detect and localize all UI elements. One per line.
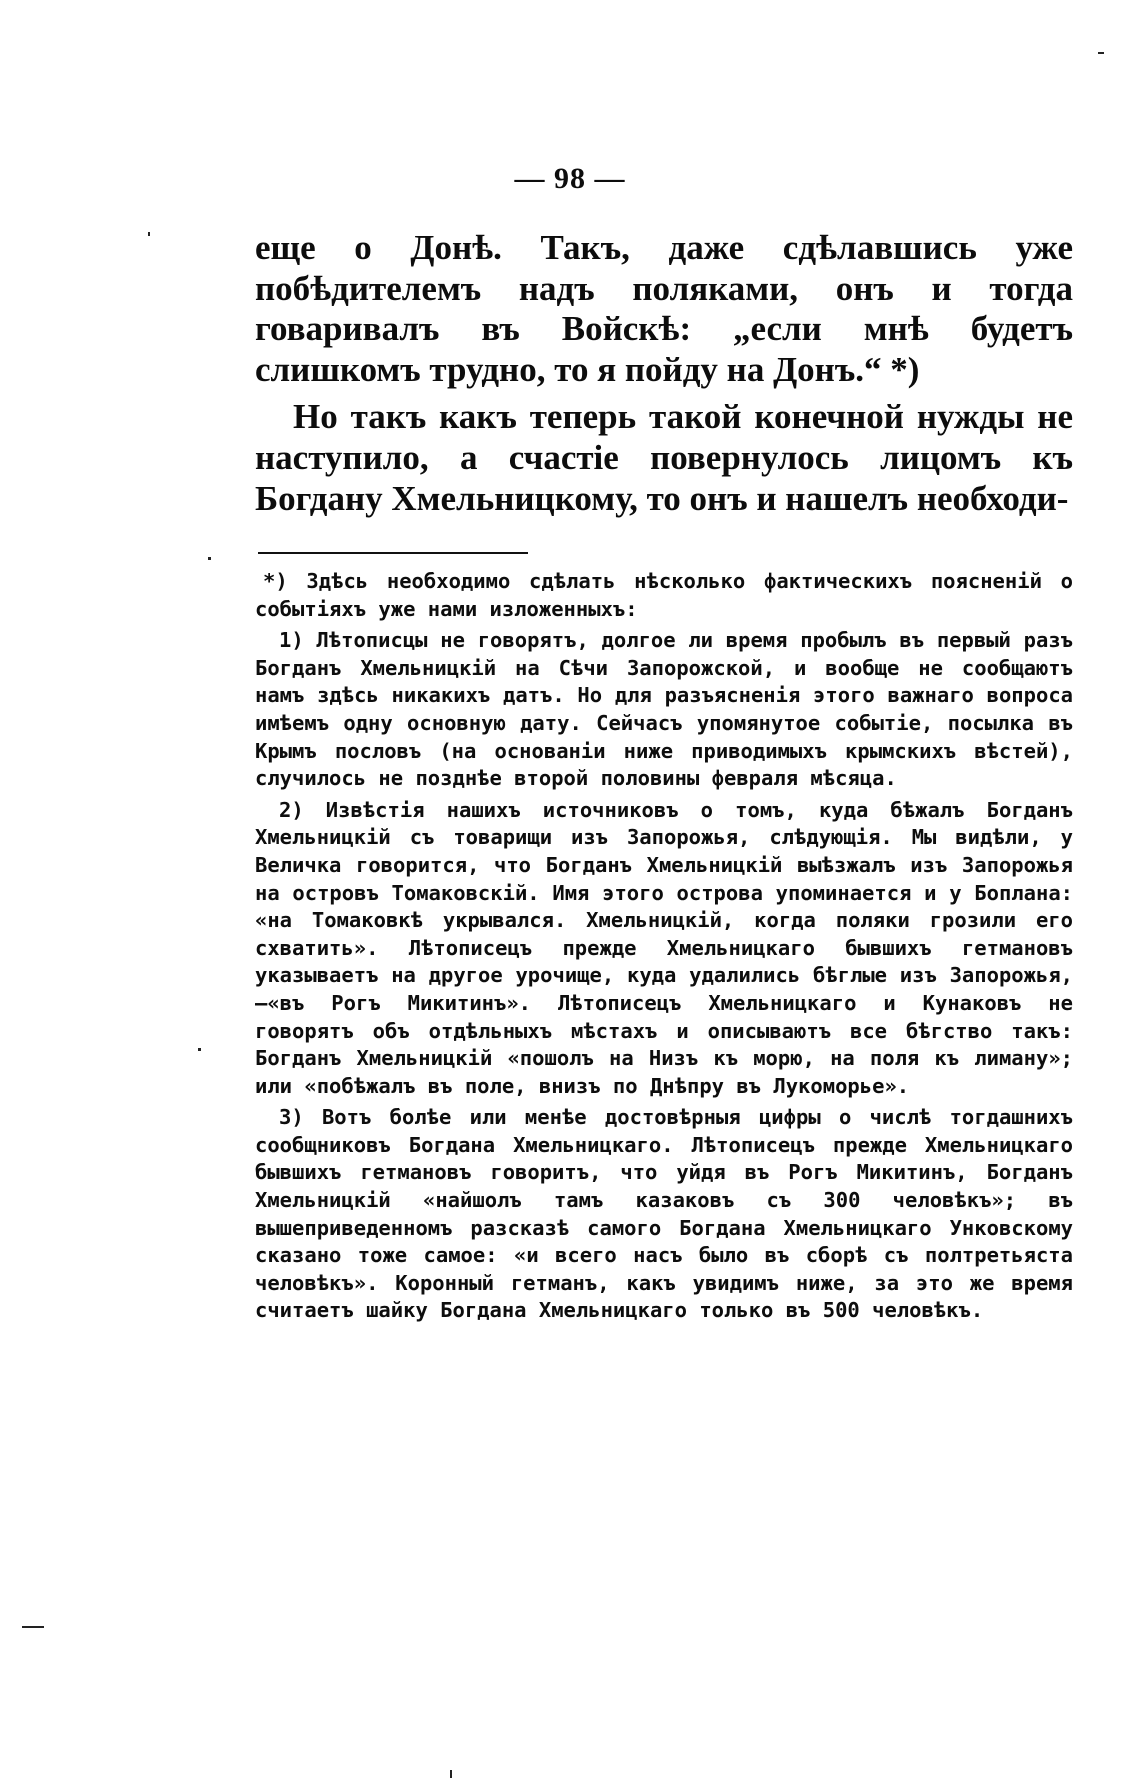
scan-speck bbox=[198, 1048, 201, 1051]
main-paragraph: Но такъ какъ теперь такой конечной нужды не наступило, а счастіе повернулось лицомъ къ Богдану Хмельницкому, то онъ и нашелъ необходи- bbox=[255, 397, 1073, 518]
footnote-intro: *) Здѣсь необходимо сдѣлать нѣсколько фактическихъ поясненій о событіяхъ уже нами изложенныхъ: bbox=[255, 569, 1073, 621]
footnote-divider bbox=[258, 552, 528, 554]
scan-speck bbox=[208, 557, 211, 560]
scan-speck bbox=[148, 232, 150, 236]
main-text bbox=[255, 228, 1073, 519]
footnote-item: 3) Вотъ болѣе или менѣе достовѣрныя цифры о числѣ тогдашнихъ сообщниковъ Богдана Хмельницкаго. Лѣтописецъ прежде Хмельницкаго бывшихъ гетмановъ говоритъ, что уйдя въ Рогъ Микитинъ, Богданъ Хмельницкій «найшолъ тамъ казаковъ съ 300 человѣкъ»; въ вышеприведенномъ разсказѣ самого Богдана Хмельницкаго Унковскому сказано тоже самое: «и всего насъ было въ сборѣ съ полтретьяста человѣкъ». Коронный гетманъ, какъ увидимъ ниже, за это же время считаетъ шайку Богдана Хмельницкаго только въ 500 человѣкъ. bbox=[255, 1105, 1073, 1323]
page-number: — 98 — bbox=[514, 162, 626, 195]
scan-speck bbox=[450, 1770, 452, 1778]
footnotes bbox=[255, 568, 1073, 1329]
footnote-item: 2) Извѣстія нашихъ источниковъ о томъ, куда бѣжалъ Богданъ Хмельницкій съ товарищи изъ Запорожья, слѣдующія. Мы видѣли, у Величка говорится, что Богданъ Хмельницкій выѣзжалъ изъ Запорожья на островъ Томаковскій. Имя этого острова упоминается и у Боплана: «на Томаковкѣ укрывался. Хмельницкій, когда поляки грозили его схватить». Лѣтописецъ прежде Хмельницкаго бывшихъ гетмановъ указываетъ на другое урочище, куда удалились бѣглые изъ Запорожья,—«въ Рогъ Микитинъ». Лѣтописецъ Хмельницкаго и Кунаковъ не говорятъ объ отдѣльныхъ мѣстахъ и описываютъ все бѣгство такъ: Богданъ Хмельницкій «пошолъ на Низъ къ морю, на поля къ лиману»; или «побѣжалъ въ поле, внизъ по Днѣпру въ Лукоморье». bbox=[255, 797, 1073, 1098]
main-paragraph: еще о Донѣ. Такъ, даже сдѣлавшись уже побѣдителемъ надъ поляками, онъ и тогда говаривалъ въ Войскѣ: „если мнѣ будетъ слишкомъ трудно, то я пойду на Донъ.“ *) bbox=[255, 228, 1073, 389]
footnote-item: 1) Лѣтописцы не говорятъ, долгое ли время пробылъ въ первый разъ Богданъ Хмельницкій на Сѣчи Запорожской, и вообще не сообщаютъ намъ здѣсь никакихъ датъ. Но для разъясненія этого важнаго вопроса имѣемъ одну основную дату. Сейчасъ упомянутое событіе, посылка въ Крымъ пословъ (на основаніи ниже приводимыхъ крымскихъ вѣстей), случилось не позднѣе второй половины февраля мѣсяца. bbox=[255, 628, 1073, 791]
scan-speck bbox=[22, 1626, 44, 1628]
scan-speck bbox=[1098, 52, 1104, 54]
